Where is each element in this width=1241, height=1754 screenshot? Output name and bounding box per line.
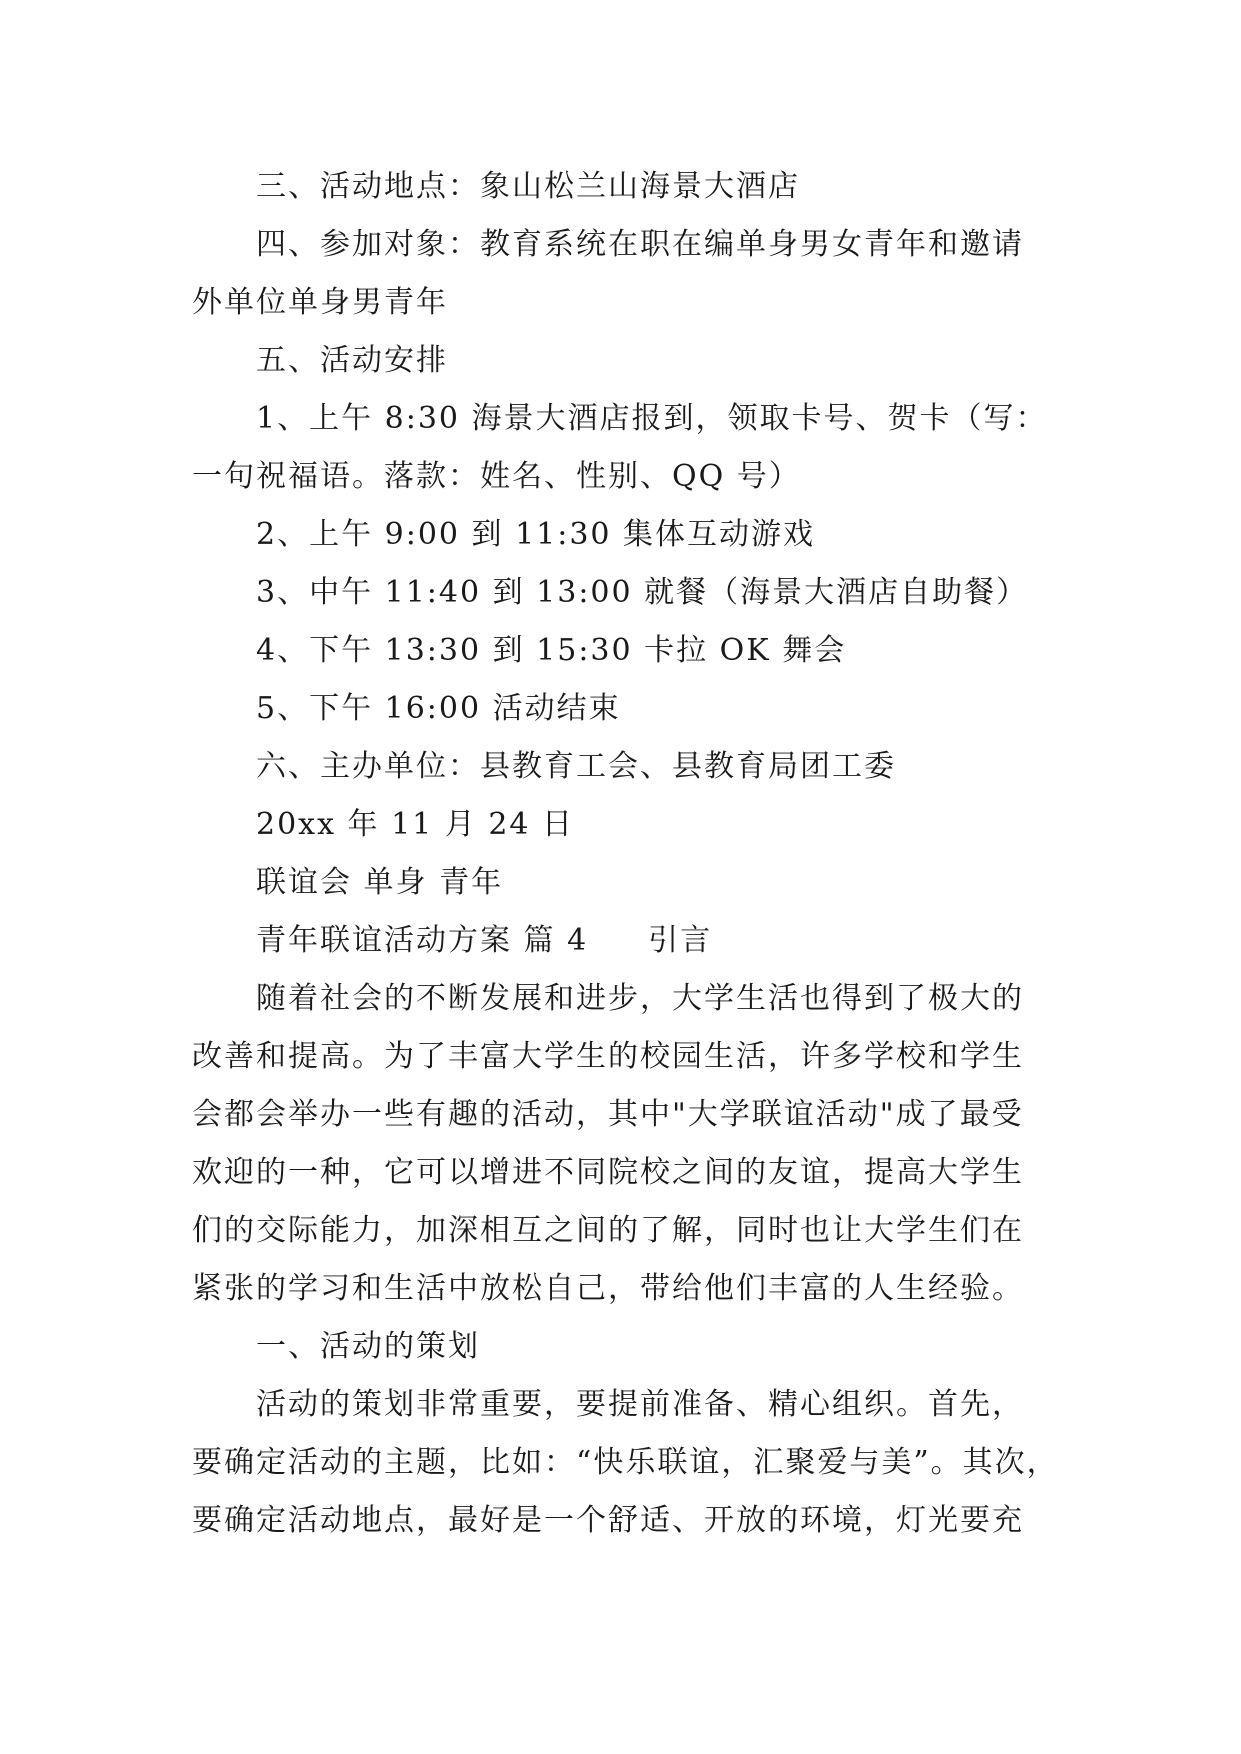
text-line: 2、上午 9:00 到 11:30 集体互动游戏 [256,517,816,552]
text-line: 会都会举办一些有趣的活动，其中"大学联谊活动"成了最受 [192,1097,1024,1132]
text-line: 5、下午 16:00 活动结束 [256,691,621,726]
article-title: 青年联谊活动方案 篇 4 [256,923,589,958]
text-line: 改善和提高。为了丰富大学生的校园生活，许多学校和学生 [192,1039,1024,1074]
text-line: 要确定活动地点，最好是一个舒适、开放的环境，灯光要充 [192,1503,1024,1538]
text-line: 1、上午 8:30 海景大酒店报到，领取卡号、贺卡（写： [256,401,1048,436]
text-line: 随着社会的不断发展和进步，大学生活也得到了极大的 [256,981,1024,1016]
text-line: 3、中午 11:40 到 13:00 就餐（海景大酒店自助餐） [256,575,1029,610]
text-line: 要确定活动的主题，比如：“快乐联谊，汇聚爱与美”。其次， [192,1445,1059,1480]
section-heading: 五、活动安排 [256,343,448,378]
text-line: 们的交际能力，加深相互之间的了解，同时也让大学生们在 [192,1213,1024,1248]
text-line: 六、主办单位：县教育工会、县教育局团工委 [256,749,896,784]
document-body [192,158,1082,1550]
text-line: 紧张的学习和生活中放松自己，带给他们丰富的人生经验。 [192,1271,1024,1306]
text-line: 三、活动地点：象山松兰山海景大酒店 [256,169,800,204]
text-line: 活动的策划非常重要，要提前准备、精心组织。首先， [256,1387,1024,1422]
text-line: 欢迎的一种，它可以增进不同院校之间的友谊，提高大学生 [192,1155,1024,1190]
intro-label: 引言 [648,923,713,958]
text-line: 四、参加对象：教育系统在职在编单身男女青年和邀请 [256,227,1024,262]
keywords-line: 联谊会 单身 青年 [256,865,504,900]
text-line: 一句祝福语。落款：姓名、性别、QQ 号） [192,459,801,494]
section-heading: 一、活动的策划 [256,1329,480,1364]
text-line: 4、下午 13:30 到 15:30 卡拉 OK 舞会 [256,633,847,668]
date-line: 20xx 年 11 月 24 日 [256,807,575,842]
text-line: 外单位单身男青年 [192,285,448,320]
article-title-line [192,912,1082,970]
